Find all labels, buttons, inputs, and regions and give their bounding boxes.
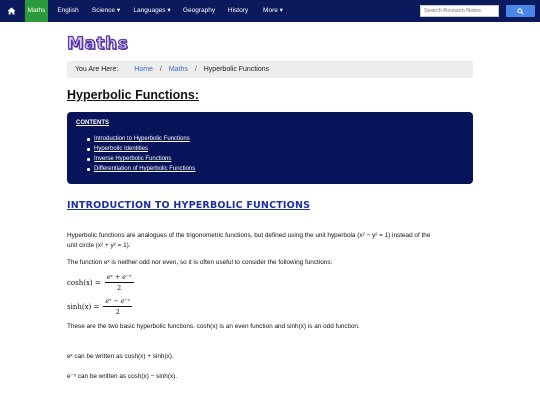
breadcrumb-label: You Are Here: <box>75 66 119 73</box>
nav-item-history[interactable]: History <box>227 7 249 14</box>
home-icon[interactable] <box>4 0 18 22</box>
cosh-numerator: eˣ + e⁻ˣ <box>106 273 132 281</box>
breadcrumb <box>67 61 473 78</box>
sinh-fraction <box>103 297 132 316</box>
nav-item-languages[interactable]: Languages ▾ <box>133 7 171 14</box>
nav-item-science[interactable]: Science ▾ <box>91 7 121 14</box>
paragraph-e-minus-x-identity: e⁻ˣ can be written as cosh(x) − sinh(x). <box>67 373 178 380</box>
breadcrumb-maths-link[interactable]: Maths <box>168 66 188 73</box>
search-icon <box>517 8 524 15</box>
sinh-numerator: eˣ − e⁻ˣ <box>105 297 131 305</box>
breadcrumb-separator: / <box>194 66 197 73</box>
contents-title[interactable]: CONTENTS <box>76 120 109 126</box>
page-title: Hyperbolic Functions: <box>67 88 199 102</box>
sinh-lhs: sinh(x) = <box>67 302 100 311</box>
cosh-definition <box>67 273 134 292</box>
nav-item-geography[interactable]: Geography <box>182 7 216 14</box>
search-button[interactable] <box>506 5 535 17</box>
nav-item-more[interactable]: More ▾ <box>263 7 283 14</box>
paragraph-ex-identity: eˣ can be written as cosh(x) + sinh(x). <box>67 353 174 360</box>
contents-link-differentiation[interactable]: Differentiation of Hyperbolic Functions <box>94 164 473 174</box>
breadcrumb-separator: / <box>159 66 162 73</box>
site-logo[interactable]: Maths <box>67 34 129 54</box>
contents-link-inverse[interactable]: Inverse Hyperbolic Functions <box>94 154 473 164</box>
sinh-denominator: 2 <box>115 308 120 316</box>
nav-item-english[interactable]: English <box>57 7 79 14</box>
nav-item-maths[interactable]: Maths <box>25 0 48 22</box>
top-navbar <box>0 0 540 22</box>
paragraph-basic-functions: These are the two basic hyperbolic functions. cosh(x) is an even function and sinh(x) is an odd function. <box>67 323 360 330</box>
sinh-definition <box>67 297 132 316</box>
paragraph-intro-line2: unit circle (x² + y² = 1). <box>67 242 131 249</box>
breadcrumb-home-link[interactable]: Home <box>134 66 153 73</box>
cosh-fraction <box>105 273 134 292</box>
contents-box <box>67 112 473 184</box>
section-heading: INTRODUCTION TO HYPERBOLIC FUNCTIONS <box>67 200 311 211</box>
contents-link-identities[interactable]: Hyperbolic Identities <box>94 144 473 154</box>
contents-link-introduction[interactable]: Introduction to Hyperbolic Functions <box>94 134 473 144</box>
paragraph-exponential: The function eˣ is neither odd nor even, so it is often useful to consider the following functions: <box>67 259 333 266</box>
cosh-denominator: 2 <box>117 284 122 292</box>
breadcrumb-current: Hyperbolic Functions <box>203 66 270 73</box>
search-input[interactable]: Search Revision Notes <box>420 5 499 17</box>
paragraph-intro-line1: Hyperbolic functions are analogues of the trigonometric functions, but defined using the unit hyperbola (x² − y² = 1) instead of the <box>67 232 431 239</box>
cosh-lhs: cosh(x) = <box>67 278 101 287</box>
contents-list <box>94 134 473 174</box>
